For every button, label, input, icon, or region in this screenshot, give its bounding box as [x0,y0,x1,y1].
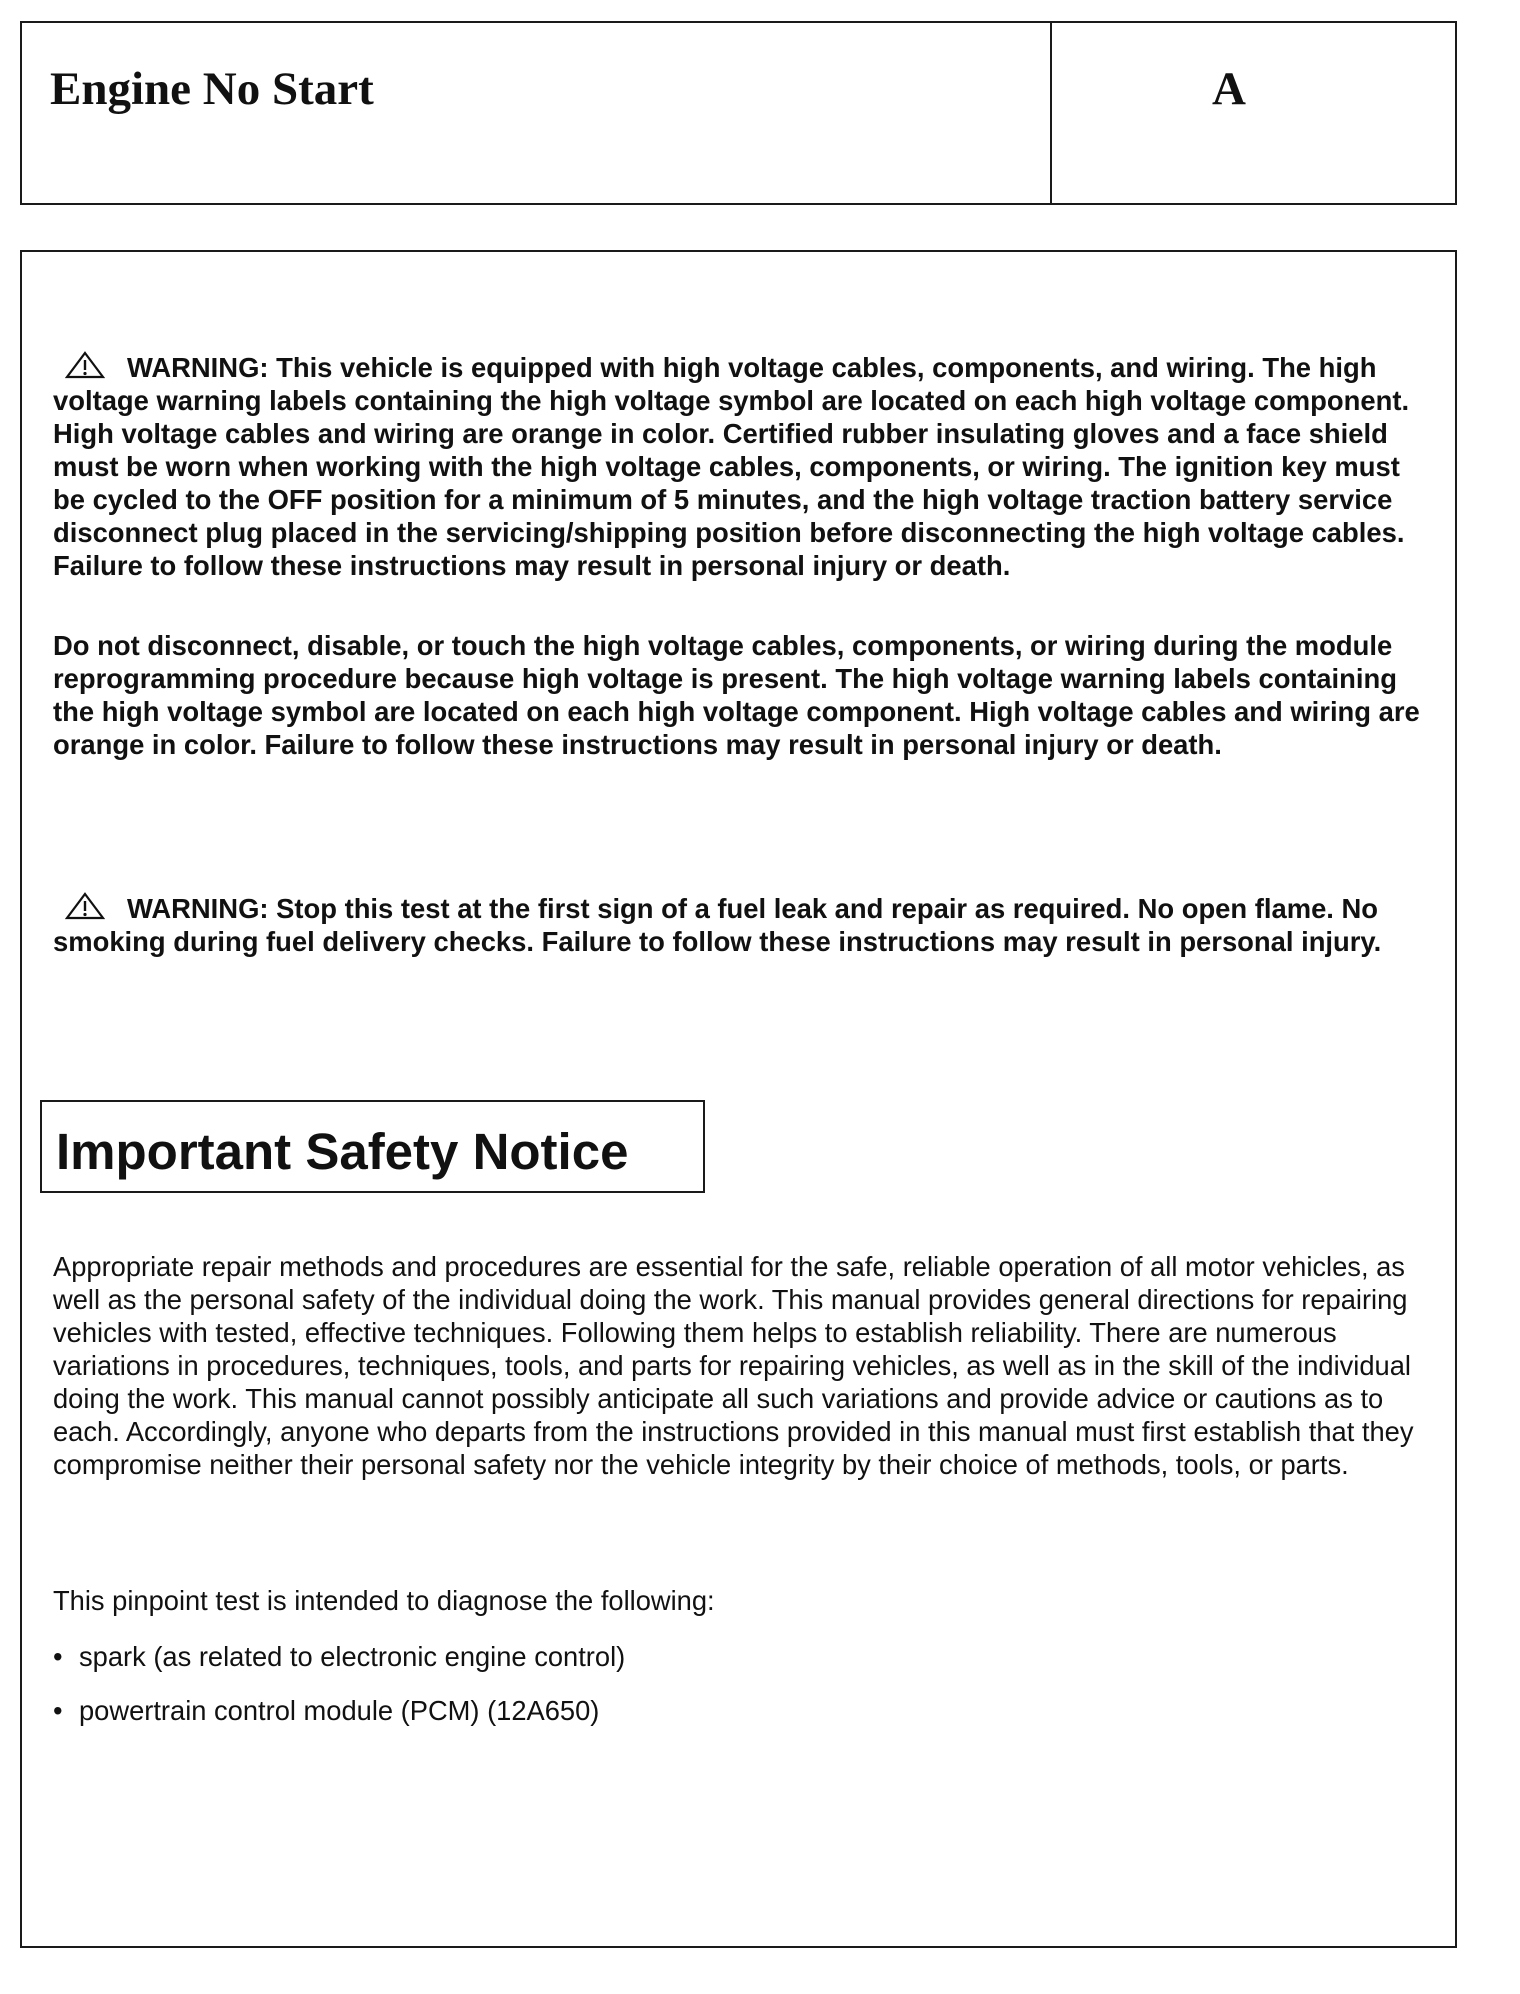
list-item [53,1694,1353,1727]
safety-notice-body: Appropriate repair methods and procedures are essential for the safe, reliable operation of all motor vehicles, as well as the personal safety of the individual doing the work. This manual provides general directions for repairing vehicles with tested, effective techniques. Following them helps to establish reliability. There are numerous variations in procedures, techniques, tools, and parts for repairing vehicles, as well as in the skill of the individual doing the work. This manual cannot possibly anticipate all such variations and provide advice or cautions as to each. Accordingly, anyone who departs from the instructions provided in this manual must first establish that they compromise neither their personal safety nor the vehicle integrity by their choice of methods, tools, or parts. [53,1251,1414,1480]
list-item-text: spark (as related to electronic engine control) [79,1641,626,1672]
pinpoint-intro: This pinpoint test is intended to diagnose the following: [53,1585,715,1616]
warning-triangle-icon [65,892,105,920]
safety-notice-heading: Important Safety Notice [56,1123,629,1180]
section-letter: A [1212,63,1246,115]
page-title: Engine No Start [50,63,374,115]
list-item-text: powertrain control module (PCM) (12A650) [79,1695,600,1726]
bullet-icon: • [53,1695,63,1726]
warning-text: WARNING: This vehicle is equipped with high voltage cables, components, and wiring. The high voltage warning labels containing the high voltage symbol are located on each high voltage component. High voltage cables and wiring are orange in color. Certified rubber insulating gloves and a face shield must be worn when working with the high voltage cables, components, or wiring. The ignition key must be cycled to the OFF position for a minimum of 5 minutes, and the high voltage traction battery service disconnect plug placed in the servicing/shipping position before disconnecting the high voltage cables. Failure to follow these instructions may result in personal injury or death. [53,352,1410,581]
safety-notice-box [40,1100,705,1193]
warning-triangle-icon [65,351,105,379]
warning-high-voltage [53,351,1423,582]
warning-reprogramming: Do not disconnect, disable, or touch the high voltage cables, components, or wiring during the module reprogramming procedure because high voltage is present. The high voltage warning labels containing the high voltage symbol are located on each high voltage component. High voltage cables and wiring are orange in color. Failure to follow these instructions may result in personal injury or death. [53,630,1420,760]
header-divider [1050,23,1052,203]
bullet-icon: • [53,1641,63,1672]
warning-fuel-leak [53,892,1423,958]
list-item [53,1640,1353,1673]
warning-text: WARNING: Stop this test at the first sign of a fuel leak and repair as required. No open flame. No smoking during fuel delivery checks. Failure to follow these instructions may result in personal injury. [53,893,1382,957]
